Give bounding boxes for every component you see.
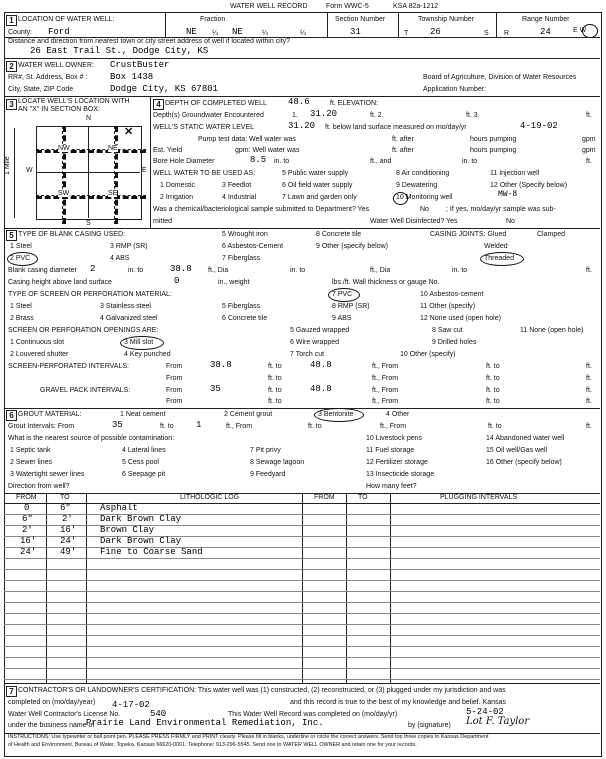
true-record-text: and this record is true to the best of my knowledge and belief. Kansas [290, 699, 506, 706]
casing-height-lbs: lbs./ft. Wall thickness or gauge No. [332, 279, 440, 286]
perf-from-value: 38.8 [210, 360, 232, 370]
est-yield-label: Est. Yield [153, 147, 183, 154]
grout-neat: 1 Neat cement [120, 411, 166, 418]
section-3-number: 3 [6, 99, 17, 110]
grout-ft-to-2: ft. to [308, 423, 322, 430]
bore-in: in. to [274, 158, 290, 165]
location-label: LOCATION OF WATER WELL: [18, 16, 115, 23]
disinfect-label: Water Well Disinfected? Yes [370, 218, 458, 225]
ksa-reference: KSA 82a-1212 [393, 3, 439, 10]
log-row-to: 49' [60, 547, 77, 557]
log-row-description: Brown Clay [100, 525, 155, 535]
est-yield-text: gpm: Well water was [235, 147, 300, 154]
mile-label: 1 Mile [4, 156, 11, 175]
log-table-bottom [4, 683, 600, 684]
open-drilled: 9 Drilled holes [432, 339, 477, 346]
casing-concrete: 8 Concrete tile [316, 231, 362, 238]
log-row-rule [4, 580, 600, 581]
form-title: WATER WELL RECORD [230, 3, 308, 10]
source-lagoon: 8 Sewage lagoon [250, 459, 305, 466]
record-completed-text: This Water Well Record was completed on (mo/day/yr) [228, 711, 398, 718]
range-ew: E W [573, 27, 587, 34]
pump-hours: hours pumping [470, 136, 517, 143]
log-row-to: 2' [62, 514, 73, 524]
log-row-rule [4, 635, 600, 636]
section-4-number: 4 [153, 99, 164, 110]
divider [327, 12, 328, 37]
casing-height-label: Casing height above land surface [8, 279, 112, 286]
sw-label: SW [58, 190, 70, 197]
form-number: Form WWC-5 [326, 3, 369, 10]
log-row-rule [4, 525, 600, 526]
section-2-number: 2 [6, 61, 17, 72]
log-row-to: 24' [60, 536, 77, 546]
log-row-to: 6" [60, 503, 71, 513]
screen-rmp: 8 RMP (SR) [332, 303, 370, 310]
perf-ft-from-2: ft., From [372, 375, 399, 382]
log-column-rule [346, 493, 347, 683]
record-completed-date: 5-24-02 [466, 707, 504, 717]
casing-height-value: 0 [174, 276, 180, 286]
owner-box: Box 1438 [110, 72, 154, 82]
log-row-description: Dark Brown Clay [100, 514, 182, 524]
joint-threaded: Threaded [484, 255, 514, 262]
elevation-label: ft. ELEVATION: [330, 100, 378, 107]
section-7-number: 7 [6, 686, 17, 697]
ne-label: NE [108, 145, 118, 152]
grout-cement: 2 Cement grout [224, 411, 273, 418]
source-fertilizer: 12 Fertilizer storage [366, 459, 428, 466]
static-level-text: ft. below land surface measured on mo/day/yr [325, 124, 467, 131]
open-key-punched: 4 Key punched [124, 351, 171, 358]
owner-label: WATER WELL OWNER: [18, 62, 94, 69]
groundwater-1: 1. [292, 112, 298, 119]
township-t: T [404, 30, 409, 37]
section-5-number: 5 [6, 230, 17, 241]
screen-stainless: 3 Stainless steel [100, 303, 151, 310]
business-label: under the business name of [8, 722, 95, 729]
joint-clamped: Clamped [537, 231, 566, 238]
section-box-divider [36, 172, 140, 173]
casing-wrought: 5 Wrought iron [222, 231, 268, 238]
city-label: City, State, ZIP Code [8, 86, 74, 93]
divider [150, 96, 151, 228]
county-value: Ford [48, 27, 70, 37]
source-seepage: 6 Seepage pit [122, 471, 166, 478]
est-after: ft. after [392, 147, 414, 154]
north-label: N [86, 115, 92, 122]
perforated-label: SCREEN-PERFORATED INTERVALS: [8, 363, 129, 370]
log-row-rule [4, 591, 600, 592]
grout-ft-to-3: ft. to [488, 423, 502, 430]
gravel-ft-end: ft. [586, 387, 592, 394]
instructions-line-2: of Health and Environment, Bureau of Water, Topeka, Kansas 66620-0001. Telephone: 913-296-5545. Send one to WATER WELL OWNER and retain one for your records. [8, 742, 417, 748]
divider [496, 12, 497, 37]
east-label: E [142, 167, 147, 174]
circled-mill-slot [120, 336, 164, 350]
source-other: 16 Other (specify below) [486, 459, 562, 466]
use-other: 12 Other (Specify below) [490, 182, 568, 189]
log-from-header: FROM [16, 494, 37, 501]
township-s: S [484, 30, 489, 37]
gravel-ft-to-2: ft. to [486, 387, 500, 394]
se-label: SE [108, 190, 118, 197]
gravel-ft-end-2: ft. [586, 398, 592, 405]
log-row-rule [4, 558, 600, 559]
log-row-description: Dark Brown Clay [100, 536, 182, 546]
pump-after: ft. after [392, 136, 414, 143]
pump-test-label: Pump test data: Well water was [198, 136, 296, 143]
openings-label: SCREEN OR PERFORATION OPENINGS ARE: [8, 327, 159, 334]
locate-label-2: AN "X" IN SECTION BOX: [18, 106, 100, 113]
grout-from-value: 35 [112, 420, 123, 430]
est-hours: hours pumping [470, 147, 517, 154]
bore-value: 8.5 [250, 155, 267, 165]
log-row-to: 16' [60, 525, 77, 535]
groundwater-1-value: 31.20 [310, 109, 338, 119]
use-injection: 11 Injection well [490, 170, 540, 177]
screen-abs: 9 ABS [332, 315, 352, 322]
source-cess: 5 Cess pool [122, 459, 159, 466]
casing-asbestos: 6 Asbestos-Cement [222, 243, 284, 250]
range-label: Range Number [522, 16, 570, 23]
township-label: Township Number [418, 16, 475, 23]
use-dewatering: 9 Dewatering [396, 182, 438, 189]
grout-bentonite: 3 Bentonite [318, 411, 354, 418]
bore-ft-2: ft. [586, 158, 592, 165]
perf-ft-to-3: ft. to [268, 375, 282, 382]
fraction-label: Fraction [200, 16, 226, 23]
perf-ft-to-2: ft. to [486, 363, 500, 370]
fraction-1: NE [186, 27, 197, 37]
source-fuel: 11 Fuel storage [366, 447, 415, 454]
circled-pvc [7, 252, 38, 266]
mitted-label: mitted [153, 218, 173, 225]
nw-label: NW [58, 145, 70, 152]
log-row-rule [4, 547, 600, 548]
use-lawn: 7 Lawn and garden only [282, 194, 357, 201]
range-r: R [504, 30, 510, 37]
source-watertight: 3 Watertight sewer lines [10, 471, 85, 478]
open-louvered: 2 Louvered shutter [10, 351, 69, 358]
application-number-label: Application Number: [423, 86, 487, 93]
divider [165, 12, 166, 37]
divider [4, 408, 600, 409]
section-box-dashed [36, 149, 146, 153]
blank-diameter-in-3: in. to [452, 267, 468, 274]
section-box-dashed [114, 126, 118, 224]
use-industrial: 4 Industrial [222, 194, 257, 201]
lithologic-log-header: LITHOLOGIC LOG [180, 494, 240, 501]
screen-concrete: 6 Concrete tile [222, 315, 268, 322]
blank-diameter-to: 38.8 [170, 264, 192, 274]
perf-ft-to-4: ft. to [486, 375, 500, 382]
perf-to-value: 48.8 [310, 360, 332, 370]
owner-city: Dodge City, KS 67801 [110, 84, 219, 94]
log-row-rule [4, 646, 600, 647]
plug-from-header: FROM [314, 494, 335, 501]
disinfect-no: No [506, 218, 515, 225]
source-livestock: 10 Livestock pens [366, 435, 423, 442]
chem-sample-label: Was a chemical/bacteriological sample submitted to Department? Yes [153, 206, 370, 213]
gravel-to-value: 48.8 [310, 384, 332, 394]
perf-from-label-2: From [166, 375, 183, 382]
section-box-dashed [62, 126, 66, 224]
grout-ft: ft. [586, 423, 592, 430]
business-name: Prairie Land Environmental Remediation, Inc. [86, 718, 324, 728]
screen-pvc: 7 PVC [332, 291, 353, 298]
grout-label: GROUT MATERIAL: [18, 411, 82, 418]
casing-label: TYPE OF BLANK CASING USED: [18, 231, 125, 238]
grout-ft-from: ft., From [226, 423, 253, 430]
log-row-rule [4, 668, 600, 669]
perf-ft-from: ft., From [372, 363, 399, 370]
gravel-ft-from: ft., From [372, 387, 399, 394]
quarter-3: ¼ [300, 30, 306, 37]
completed-label: completed on (mo/day/year) [8, 699, 96, 706]
log-row-rule [4, 679, 600, 680]
log-row-from: 6" [22, 514, 33, 524]
section-box [36, 126, 142, 220]
casing-steel: 1 Steel [10, 243, 32, 250]
use-public: 5 Public water supply [282, 170, 349, 177]
grout-ft-from-2: ft., From [380, 423, 407, 430]
source-septic: 1 Septic tank [10, 447, 51, 454]
use-oil-field: 6 Oil field water supply [282, 182, 353, 189]
gravel-ft-from-2: ft., From [372, 398, 399, 405]
plug-to-header: TO [358, 494, 368, 501]
open-mill-slot: 3 Mill slot [124, 339, 154, 346]
casing-pvc: 2 PVC [10, 255, 31, 262]
south-label: S [86, 220, 91, 227]
log-row-from: 16' [20, 536, 37, 546]
bore-ft: ft., and [370, 158, 392, 165]
static-level-label: WELL'S STATIC WATER LEVEL [153, 124, 255, 131]
mile-scale-line [14, 128, 15, 218]
chem-if: ; If yes, mo/day/yr sample was sub- [446, 206, 556, 213]
blank-diameter-ft: ft., Dia [208, 267, 229, 274]
log-row-rule [4, 613, 600, 614]
certification-label: CONTRACTOR'S OR LANDOWNER'S CERTIFICATION: This water well was (1) constructed, (2) reconstructed, or (3) plugged under my jurisdiction and was [18, 687, 506, 694]
quarter-2: ¼ [262, 30, 268, 37]
gravel-ft-to-3: ft. to [268, 398, 282, 405]
open-gauzed: 5 Gauzed wrapped [290, 327, 350, 334]
contractor-signature: Lot F. Taylor [466, 716, 530, 727]
blank-diameter-ft-3: ft. [586, 267, 592, 274]
open-other: 10 Other (specify) [400, 351, 456, 358]
source-sewer: 2 Sewer lines [10, 459, 53, 466]
owner-name: CrustBuster [110, 60, 170, 70]
fraction-2: NE [232, 27, 243, 37]
completed-date: 4-17-02 [112, 700, 150, 710]
groundwater-3: ft. 3. [466, 112, 480, 119]
log-row-description: Asphalt [100, 503, 138, 513]
grout-to-value: 1 [196, 420, 202, 430]
use-domestic: 1 Domestic [160, 182, 196, 189]
use-label: WELL WATER TO BE USED AS: [153, 170, 256, 177]
static-level-value: 31.20 [288, 121, 316, 131]
log-column-rule [302, 493, 303, 683]
address-value: 26 East Trail St., Dodge City, KS [30, 46, 209, 56]
source-feedyard: 9 Feedyard [250, 471, 286, 478]
open-torch: 7 Torch cut [290, 351, 325, 358]
source-oil-gas: 15 Oil well/Gas well [486, 447, 548, 454]
direction-label: Direction from well? [8, 483, 70, 490]
screen-asbestos: 10 Asbestos-cement [420, 291, 484, 298]
use-monitoring: 10 Monitoring well [396, 194, 453, 201]
static-level-date: 4-19-02 [520, 121, 558, 131]
blank-diameter-ft-2: ft., Dia [370, 267, 391, 274]
county-label: County: [8, 29, 33, 36]
blank-diameter-in-2: in. to [290, 267, 306, 274]
depth-label: DEPTH OF COMPLETED WELL [165, 100, 267, 107]
monitoring-well-id: MW-8 [498, 190, 518, 199]
screen-none: 12 None used (open hole) [420, 315, 501, 322]
plugging-intervals-header: PLUGGING INTERVALS [440, 494, 518, 501]
license-label: Water Well Contractor's License No. [8, 711, 121, 718]
section-1-number: 1 [6, 15, 17, 26]
gravel-from-value: 35 [210, 384, 221, 394]
section-box-dashed [36, 195, 146, 199]
circled-w [582, 24, 598, 38]
bore-in-2: in. to [462, 158, 478, 165]
divider [398, 12, 399, 37]
contamination-label: What is the nearest source of possible contamination: [8, 435, 175, 442]
log-row-from: 0 [24, 503, 30, 513]
instructions-line-1: INSTRUCTIONS: Use typewriter or ball point pen. PLEASE PRESS FIRMLY and PRINT clearly. Please fill in blanks, underline or circle the correct answers. Send top three copies to Kansas Department [8, 734, 489, 740]
use-irrigation: 2 Irrigation [160, 194, 194, 201]
bore-label: Bore Hole Diameter [153, 158, 215, 165]
license-number: 540 [150, 709, 167, 719]
log-row-rule [4, 624, 600, 625]
open-saw-cut: 8 Saw cut [432, 327, 463, 334]
locate-label-1: LOCATE WELL'S LOCATION WITH [18, 98, 130, 105]
screen-galvanized: 4 Galvanized steel [100, 315, 158, 322]
circled-bentonite [314, 408, 364, 422]
log-to-header: TO [60, 494, 70, 501]
circled-threaded [480, 252, 524, 266]
joint-welded: Welded [484, 243, 508, 250]
source-pit-privy: 7 Pit privy [250, 447, 281, 454]
log-row-rule [4, 514, 600, 515]
blank-diameter-label: Blank casing diameter [8, 267, 77, 274]
gravel-ft-to: ft. to [268, 387, 282, 394]
signature-label: by (signature) [408, 722, 451, 729]
grout-ft-to: ft. to [160, 423, 174, 430]
quarter-1: ¼ [212, 30, 218, 37]
groundwater-end: ft. [586, 112, 592, 119]
casing-fiberglass: 7 Fiberglass [222, 255, 261, 262]
west-label: W [26, 167, 33, 174]
perf-ft-end-2: ft. [586, 375, 592, 382]
log-row-description: Fine to Coarse Sand [100, 547, 203, 557]
section-number-label: Section Number [335, 16, 386, 23]
open-continuous: 1 Continuous slot [10, 339, 65, 346]
divider [4, 228, 600, 229]
location-x-mark: ✕ [124, 126, 134, 138]
grout-other: 4 Other [386, 411, 410, 418]
log-row-from: 24' [20, 547, 37, 557]
township-value: 26 [430, 27, 441, 37]
perf-ft-end: ft. [586, 363, 592, 370]
perf-ft-to: ft. to [268, 363, 282, 370]
casing-other: 9 Other (specify below) [316, 243, 388, 250]
est-gpm: gpm [582, 147, 596, 154]
groundwater-label: Depth(s) Groundwater Encountered [153, 112, 264, 119]
pump-gpm: gpm [582, 136, 596, 143]
board-label: Board of Agriculture, Division of Water Resources [423, 74, 577, 81]
screen-brass: 2 Brass [10, 315, 34, 322]
section-number-value: 31 [350, 27, 361, 37]
depth-value: 48.6 [288, 97, 310, 107]
blank-diameter-in: in. to [128, 267, 144, 274]
chem-no: No [420, 206, 429, 213]
use-feedlot: 3 Feedlot [222, 182, 252, 189]
screen-other: 11 Other (specify) [420, 303, 476, 310]
open-wire: 6 Wire wrapped [290, 339, 340, 346]
casing-height-in: in., weight [218, 279, 250, 286]
casing-rmp: 3 RMP (SR) [110, 243, 148, 250]
circled-screen-pvc [328, 288, 360, 302]
log-row-rule [4, 569, 600, 570]
range-value: 24 [540, 27, 551, 37]
perf-from-label: From [166, 363, 183, 370]
screen-steel: 1 Steel [10, 303, 32, 310]
gravel-label: GRAVEL PACK INTERVALS: [40, 387, 131, 394]
address-label: RR#, St. Address, Box # : [8, 74, 88, 81]
blank-diameter-value: 2 [90, 264, 96, 274]
gravel-ft-to-4: ft. to [486, 398, 500, 405]
log-row-from: 2' [22, 525, 33, 535]
source-abandoned: 14 Abandoned water well [486, 435, 565, 442]
log-column-rule [86, 493, 87, 683]
screen-fiberglass: 5 Fiberglass [222, 303, 261, 310]
casing-joints-label: CASING JOINTS: Glued [430, 231, 507, 238]
source-lateral: 4 Lateral lines [122, 447, 166, 454]
log-row-rule [4, 536, 600, 537]
open-none: 11 None (open hole) [520, 327, 584, 334]
groundwater-2: ft. 2. [370, 112, 384, 119]
gravel-from-label: From [166, 387, 183, 394]
casing-abs: 4 ABS [110, 255, 130, 262]
section-6-number: 6 [6, 410, 17, 421]
divider [4, 58, 600, 59]
distance-label: Distance and direction from nearest town or city street address of well if located within city? [8, 38, 291, 45]
gravel-from-label-2: From [166, 398, 183, 405]
how-many-feet-label: How many feet? [366, 483, 417, 490]
log-column-rule [390, 493, 391, 683]
screen-material-label: TYPE OF SCREEN OR PERFORATION MATERIAL: [8, 291, 172, 298]
use-air: 8 Air conditioning [396, 170, 450, 177]
log-row-rule [4, 602, 600, 603]
log-row-rule [4, 657, 600, 658]
log-column-rule [46, 493, 47, 683]
grout-intervals-label: Grout Intervals: From [8, 423, 75, 430]
circled-monitoring [393, 192, 408, 205]
source-insecticide: 13 Insecticide storage [366, 471, 435, 478]
